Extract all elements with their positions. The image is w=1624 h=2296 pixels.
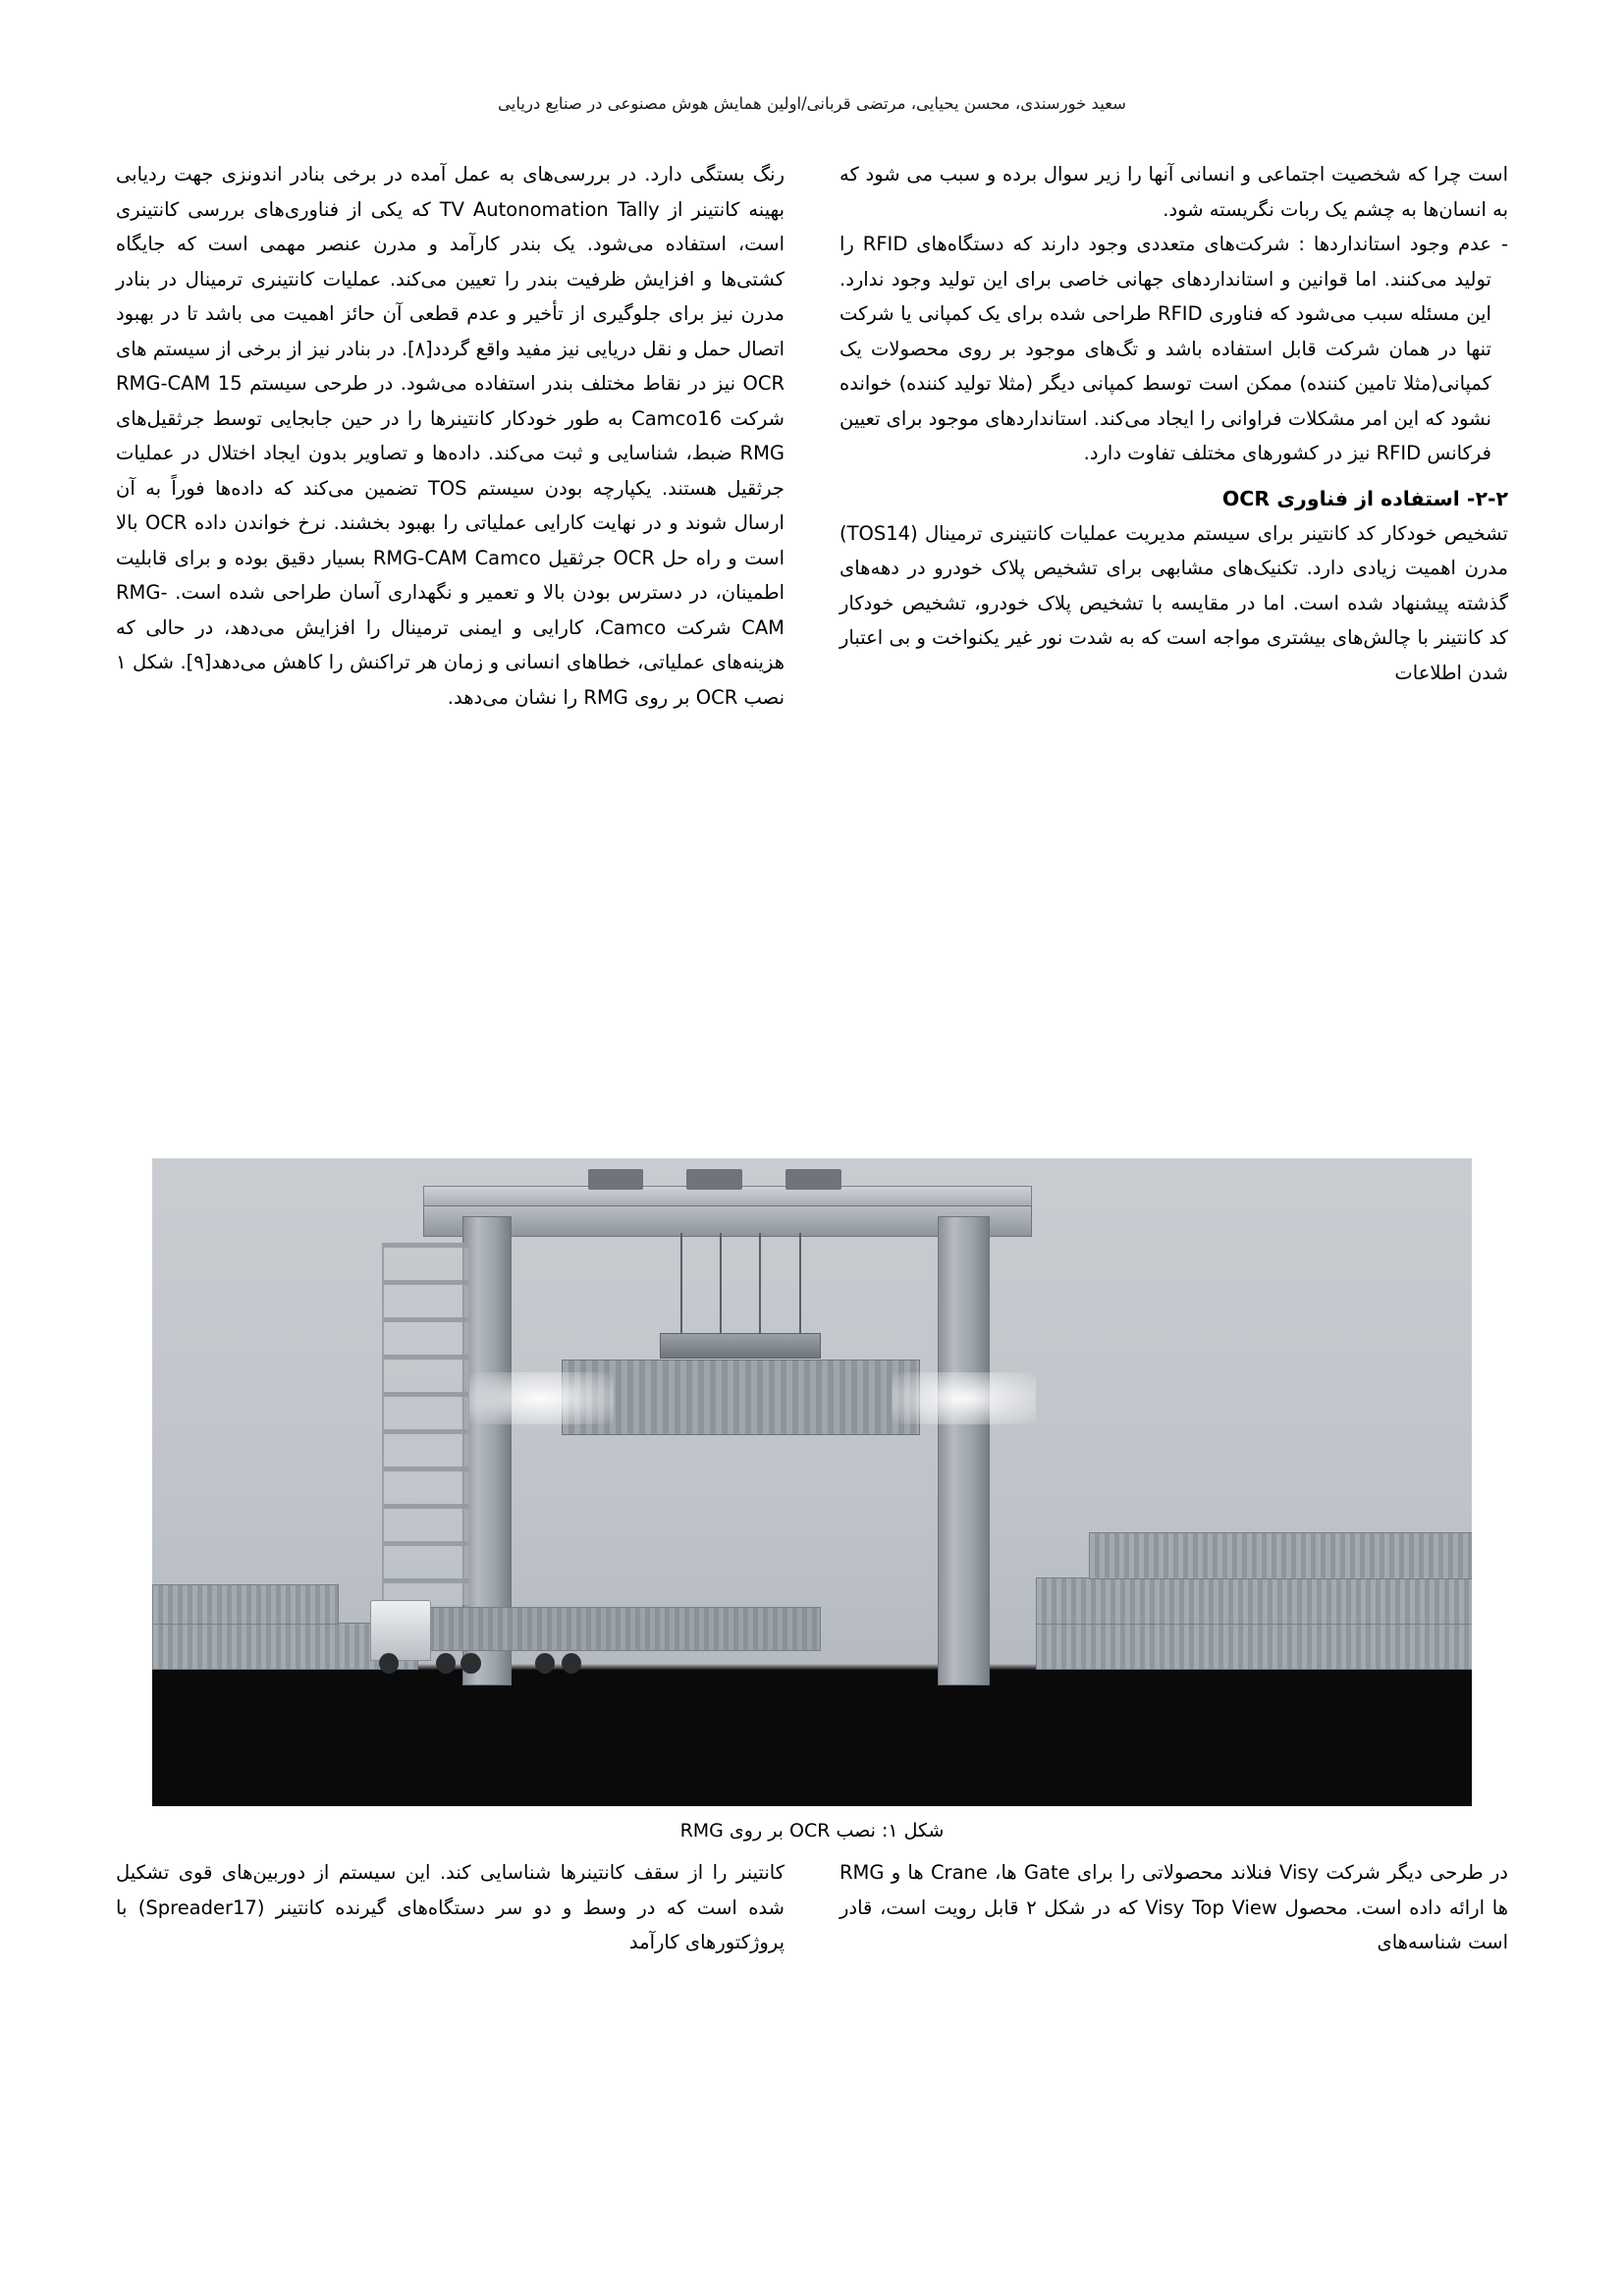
crane-trolley-1 — [588, 1169, 643, 1190]
truck-wheel-5 — [562, 1653, 581, 1674]
hoist-cable-4 — [799, 1233, 801, 1337]
suspended-container — [562, 1360, 920, 1436]
column-right — [839, 157, 1508, 715]
paragraph-visy: در طرحی دیگر شرکت Visy فنلاند محصولاتی را برای Gate ها، Crane ها و RMG ها ارائه داده است. محصول Visy Top View که در شکل ۲ قابل رویت است، قادر است شناسه‌های — [839, 1861, 1508, 1953]
paragraph-spreader: کانتینر را از سقف کانتینرها شناسایی کند. این سیستم از دوربین‌های قوی تشکیل شده است که در وسط و دو سر دستگاه‌های گیرنده کانتینر (Spreader17) با پروژکتورهای کارآمد — [116, 1861, 785, 1953]
truck-wheel-3 — [460, 1653, 480, 1674]
hoist-cable-3 — [759, 1233, 761, 1337]
bottom-column-right — [839, 1855, 1508, 1960]
crane-trolley-2 — [686, 1169, 741, 1190]
section-heading-ocr: ۲-۲- استفاده از فناوری OCR — [1221, 486, 1508, 510]
hoist-cable-2 — [720, 1233, 722, 1337]
figure-1-image — [152, 1158, 1472, 1806]
bullet-item-standards — [839, 227, 1508, 471]
truck-trailer — [423, 1607, 821, 1651]
paragraph-ocr-intro: تشخیص خودکار کد کانتینر برای سیستم مدیریت عملیات کانتینری ترمینال (TOS14) مدرن اهمیت زیادی دارد. تکنیک‌های مشابهی برای تشخیص پلاک خودرو در دهه‌های گذشته پیشنهاد شده است. اما در مقایسه با تشخیص پلاک خودرو، تشخیص خودکار کد کانتینر با چالش‌های بیشتری مواجه است که به شدت نور غیر یکنواخت و بی اعتبار شدن اطلاعات — [839, 521, 1508, 684]
figure-ground — [152, 1670, 1472, 1806]
two-column-layout — [116, 157, 1508, 715]
ocr-beam-right — [892, 1372, 1037, 1424]
ocr-beam-left — [469, 1372, 615, 1424]
bottom-columns — [116, 1855, 1508, 1960]
spreader — [660, 1333, 820, 1359]
crane-trolley-3 — [785, 1169, 840, 1190]
running-header: سعید خورسندی، محسن یحیایی، مرتضی قربانی/اولین همایش هوش مصنوعی در صنایع دریایی — [498, 94, 1126, 113]
figure-1-caption: شکل ۱: نصب OCR بر روی RMG — [679, 1820, 945, 1842]
paragraph-intro: است چرا که شخصیت اجتماعی و انسانی آنها را زیر سوال برده و سبب می شود که به انسان‌ها به چشم یک ربات نگریسته شود. — [839, 163, 1508, 221]
bullet-marker: - — [1500, 233, 1508, 255]
bottom-column-left — [116, 1855, 785, 1960]
container-stack-right — [1036, 1623, 1472, 1670]
figure-1 — [116, 1158, 1508, 1842]
paragraph-rmg-cam: رنگ بستگی دارد. در بررسی‌های به عمل آمده در برخی بنادر اندونزی جهت ردیابی بهینه کانتینر از TV Autonomation Tally که یکی از فناوری‌های بررسی کانتینری است، استفاده می‌شود. یک بندر کارآمد و مدرن عنصر مهمی است که جایگاه کشتی‌ها و افزایش ظرفیت بندر را تعیین می‌کند. عملیات کانتینری ترمینال در بنادر مدرن نیز برای جلوگیری از تأخیر و عدم قطعی آن حائز اهمیت می باشد تا در بهبود اتصال حمل و نقل دریایی نیز مفید واقع گردد[۸]. در بنادر نیز از برخی از سیستم های OCR نیز در نقاط مختلف بندر استفاده می‌شود. در طرحی سیستم RMG-CAM 15 شرکت Camco16 به طور خودکار کانتینرها را در حین جابجایی توسط جرثقیل‌های RMG ضبط، شناسایی و ثبت می‌کند. داده‌ها و تصاویر بدون ایجاد اختلال در عملیات جرثقیل هستند. یکپارچه بودن سیستم TOS تضمین می‌کند که داده‌ها فوراً به آن ارسال شوند و در نهایت کارایی عملیاتی را بهبود بخشند. نرخ خواندن داده OCR بالا است و راه حل OCR جرثقیل RMG-CAM Camco بسیار دقیق بوده و برای قابلیت اطمینان، در دسترس بودن بالا و تعمیر و نگهداری آسان طراحی شده است. RMG-CAM شرکت Camco، کارایی و ایمنی ترمینال را افزایش می‌دهد، در حالی که هزینه‌های عملیاتی، خطاهای انسانی و زمان هر تراکنش را کاهش می‌دهد[۹]. شکل ۱ نصب OCR بر روی RMG را نشان می‌دهد. — [116, 163, 785, 709]
truck-cab — [370, 1600, 431, 1660]
crane-stairs — [382, 1243, 468, 1606]
hoist-cable-1 — [680, 1233, 682, 1337]
bullet-text-standards: عدم وجود استانداردها : شرکت‌های متعددی وجود دارند که دستگاه‌های RFID را تولید می‌کنند. اما قوانین و استانداردهای جهانی خاصی برای این تولید وجود ندارد. این مسئله سبب می‌شود که فناوری RFID طراحی شده برای یک کمپانی یا شرکت تنها در همان شرکت قابل استفاده باشد و تگ‌های موجود بر روی محصولات یک کمپانی(مثلا تامین کننده) ممکن است توسط کمپانی دیگر (مثلا تولید کننده) خوانده نشود که این امر مشکلات فراوانی را ایجاد می‌کند. استانداردهای موجود برای تعیین فرکانس RFID نیز در کشورهای مختلف تفاوت دارد. — [839, 233, 1491, 464]
crane-leg-right — [938, 1216, 990, 1684]
container-stack-right-3 — [1089, 1532, 1472, 1579]
container-stack-right-2 — [1036, 1577, 1472, 1625]
column-left — [116, 157, 785, 715]
container-stack-left-2 — [152, 1584, 339, 1626]
bottom-two-column-layout — [116, 1855, 1508, 1960]
